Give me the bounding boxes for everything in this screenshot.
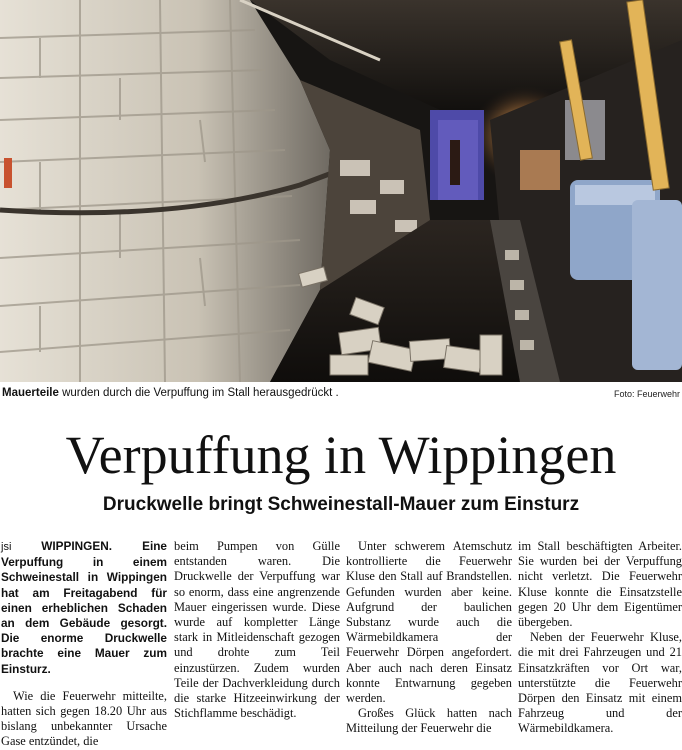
article-column-3 [346,539,512,737]
article-column-1 [1,539,167,750]
body-paragraph: beim Pumpen von Gülle entstanden waren. Die Druckwelle der Verpuffung war so enorm, dass eine angrenzende Mauer eingerissen wurde. Diese wurde auf kompletter Länge stark in Mitleidenschaft gezogen und drohte zum Teil einzustürzen. Zudem wurden Teile der Dachverkleidung durch die starke Hitzeeinwirkung der Stichflamme beschädigt. [174,539,340,721]
article-column-2 [174,539,340,721]
headline: Verpuffung in Wippingen [65,425,617,485]
author-initials: jsi [1,541,42,553]
caption-text: wurden durch die Verpuffung im Stall herausgedrückt . [58,387,339,399]
body-paragraph: im Stall beschäftigten Arbeiter. Sie wurden bei der Verpuffung nicht verletzt. Die Feuerwehr Kluse konnte die Einsatzstelle gegen 20 Uhr dem Eigentümer übergeben. [518,539,682,630]
subheadline: Druckwelle bringt Schweinestall-Mauer zum Einsturz [102,494,580,515]
lead-text: WIPPINGEN. Eine Verpuffung in einem Schweinestall in Wippingen hat am Freitagabend für einen erheblichen Schaden an dem Gebäude gesorgt. Die enorme Druckwelle brachte eine Mauer zum Einsturz. [1,539,167,676]
caption-bold: Mauerteile [2,387,59,399]
article-column-4 [518,539,682,737]
lead-paragraph [1,539,167,677]
body-paragraph: Wie die Feuerwehr mitteilte, hatten sich gegen 18.20 Uhr aus bislang unbekannter Ursache Gase entzündet, die [1,688,167,749]
body-paragraph: Großes Glück hatten nach Mitteilung der Feuerwehr die [346,706,512,736]
photo-credit: Foto: Feuerwehr [613,389,680,399]
photo-caption-bar [0,385,682,405]
photo-caption [2,387,339,399]
body-paragraph: Neben der Feuerwehr Kluse, die mit drei Fahrzeugen und 21 Einsatzkräften vor Ort war, unterstützte die Feuerwehr Dörpen den Einsatz mit einem Fahrzeug und der Wärmebildkamera. [518,630,682,736]
body-paragraph: Unter schwerem Atemschutz kontrollierte die Feuerwehr Kluse den Stall auf Brandstellen. Gefunden wurden aber keine. Aufgrund der baulichen Substanz wurde auch die Wärmebildkamera der Feuerwehr Dörpen angefordert. Aber auch nach deren Einsatz konnte Entwarnung gegeben werden. [346,539,512,706]
